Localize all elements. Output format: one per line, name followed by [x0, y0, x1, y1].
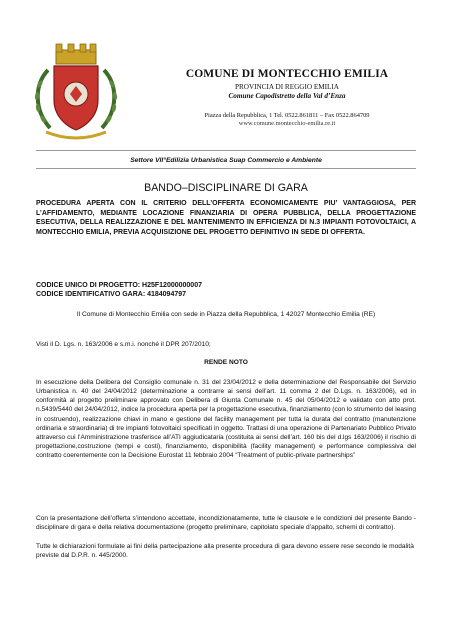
website-link[interactable]: www.comune.montecchio-emilia.re.it: [238, 120, 336, 127]
cig-code: CODICE IDENTIFICATIVO GARA: 4184094797: [36, 291, 187, 299]
execution-paragraph: In esecuzione della Delibera del Consiglio comunale n. 31 del 23/04/2012 e della determinazione del Responsabile del Servizio Urbanistica n. 40 del 24/04/2012 (determinazione a contrarre ai sensi dell’art. 11 comma 2 del D.Lgs. n. 163/2006), ed in conformità al progetto preliminare approvato con Delibera di Giunta Comunale n. 45 del 05/04/2012 e validato con atto prot. n.5439/5440 del 24/04/2012, indice la procedura aperta per la progettazione esecutiva, finanziamento (con lo strumento del leasing in costruendo), realizzazione chiavi in mano e gestione del facility management per tutta la durata del contratto (manutenzione ordinaria e straordinaria) di tre impianti fotovoltaici specificati in oggetto. Trattasi di una operazione di Partenariato Pubblico Privato attraverso cui l’Amministrazione trasferisce all’ATI aggiudicataria (costituita ai sensi dell’art. 160 bis del d.lgs 163/2006) il rischio di progettazione,costruzione (tempi e costi), finanziamento, disponibilità (facility management) e performance complessiva del contratto coerentemente con la Decisione Eurostat 11 febbraio 2004 “Treatment of public-private partnerships”: [36, 379, 416, 460]
department-line: Settore VII°Edilizia Urbanistica Suap Commercio e Ambiente: [130, 157, 322, 164]
address-line: Piazza della Repubblica, 1 Tel. 0522.861811 – Fax 0522.864709: [204, 112, 370, 119]
province-line: PROVINCIA DI REGGIO EMILIA: [234, 83, 339, 91]
department-divider: [36, 168, 416, 169]
declarations-paragraph: Tutte le dichiarazioni formulate ai fini della partecipazione alla presente procedura di gara devono essere rese secondo le modalità previste dal D.P.R. n. 445/2000.: [36, 543, 414, 560]
document-title: BANDO–DISCIPLINARE DI GARA: [144, 182, 308, 194]
municipality-title: COMUNE DI MONTECCHIO EMILIA: [185, 68, 389, 80]
procedure-description: PROCEDURA APERTA CON IL CRITERIO DELL’OFFERTA ECONOMICAMENTE PIU’ VANTAGGIOSA, PER L’AFFIDAMENTO, MEDIANTE LOCAZIONE FINANZIARIA DI OPERA PUBBLICA, DELLA PROGETTAZIONE ESECUTIVA, DELLA REALIZZAZIONE E DEL MANTENIMENTO IN EFFICIENZA DI N.3 IMPIANTI FOTOVOLTAICI, A MONTECCHIO EMILIA, PREVIA ACQUISIZIONE DEL PROGETTO DEFINITIVO IN SEDE DI OFFERTA.: [36, 200, 416, 236]
municipal-crest-icon: [26, 40, 126, 148]
top-divider: [36, 150, 416, 151]
codes-block: [36, 281, 202, 300]
acceptance-paragraph: Con la presentazione dell’offerta s’intendono accettate, incondizionatamente, tutte le clausole e le condizioni del presente Bando - disciplinare di gara e della relativa documentazione (progetto preliminare, capitolato speciale d’appalto, schemi di contratto).: [36, 515, 416, 532]
comune-statement: Il Comune di Montecchio Emilia con sede in Piazza della Repubblica, 1 42027 Montecchio Emilia (RE): [76, 311, 376, 318]
letterhead: [140, 68, 434, 127]
cup-code: CODICE UNICO DI PROGETTO: H25F12000000007: [36, 282, 202, 289]
municipality-subtitle: Comune Capodistretto della Val d’Enza: [228, 92, 346, 100]
rende-noto-heading: RENDE NOTO: [204, 359, 248, 366]
legal-references: Visti il D. Lgs. n. 163/2006 e s.m.i. nonché il DPR 207/2010;: [36, 341, 211, 348]
